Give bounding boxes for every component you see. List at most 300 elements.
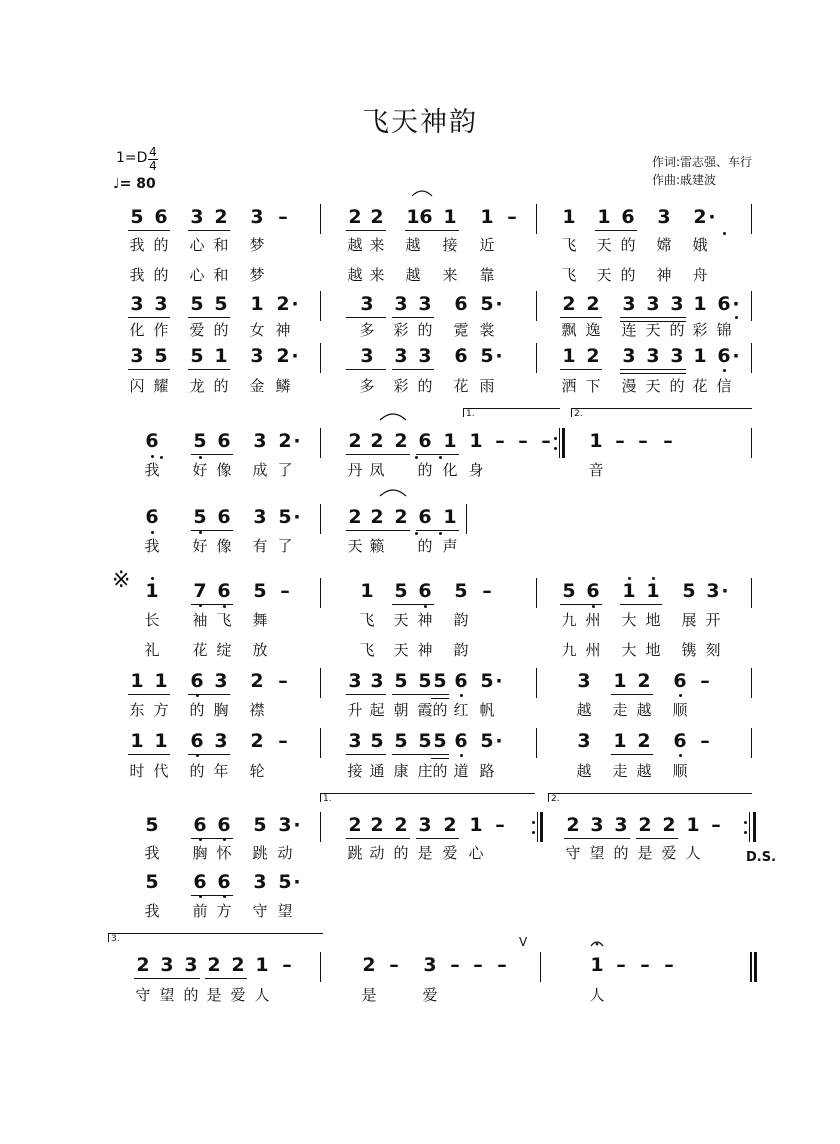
note: 5 xyxy=(433,730,447,752)
note: 1 xyxy=(693,293,707,315)
slur-mark xyxy=(380,490,406,496)
note: – xyxy=(450,954,460,976)
repeat-dot xyxy=(532,831,535,834)
note: 2 xyxy=(586,293,600,315)
beam-line xyxy=(595,230,637,231)
note: 2 xyxy=(276,345,290,367)
beam-line xyxy=(560,369,602,370)
beam-line xyxy=(392,694,449,695)
note: 2 xyxy=(370,206,384,228)
lyric-char: 神 xyxy=(417,611,433,629)
lyric-char: 放 xyxy=(252,641,268,659)
lyric-char: 我 xyxy=(144,844,160,862)
lyric-char: 的 xyxy=(393,844,409,862)
beam-line xyxy=(620,369,686,370)
volta-3-label: 3. xyxy=(111,934,120,944)
note: 3 xyxy=(646,345,660,367)
lyric-char: 来 xyxy=(369,266,385,284)
beam-line xyxy=(188,369,230,370)
barline xyxy=(751,578,752,608)
note: 1 xyxy=(562,206,576,228)
volta-bracket xyxy=(463,408,560,417)
lyric-char: 爱 xyxy=(189,321,205,339)
lyric-char: 像 xyxy=(216,537,232,555)
note: 6 xyxy=(145,506,159,528)
note: 2 xyxy=(394,430,408,452)
octave-dot xyxy=(199,838,202,841)
octave-dot xyxy=(223,895,226,898)
note: · xyxy=(732,293,740,315)
note: 5 xyxy=(370,730,384,752)
note: 2 xyxy=(250,670,264,692)
note: 6 xyxy=(217,506,231,528)
lyric-char: 梦 xyxy=(249,236,265,254)
note: 1 xyxy=(590,954,604,976)
note: 6 xyxy=(673,670,687,692)
lyric-char: 朝 xyxy=(393,701,409,719)
barline xyxy=(751,668,752,698)
volta-bracket xyxy=(320,793,535,802)
beam-line xyxy=(128,754,170,755)
lyric-char: 和 xyxy=(213,266,229,284)
lyric-char: 霓 xyxy=(453,321,469,339)
note: · xyxy=(291,293,299,315)
note: 6 xyxy=(193,814,207,836)
note: 3 xyxy=(250,206,264,228)
lyric-char: 越 xyxy=(347,266,363,284)
note: 1 xyxy=(562,345,576,367)
note: 1 xyxy=(154,670,168,692)
beam-line xyxy=(205,978,247,979)
note: 3 xyxy=(253,430,267,452)
note: · xyxy=(732,345,740,367)
lyric-char: 的 xyxy=(417,321,433,339)
note: 5 xyxy=(480,670,494,692)
beam-line xyxy=(392,317,434,318)
note: 2 xyxy=(278,430,292,452)
note: 6 xyxy=(217,580,231,602)
lyric-char: 洒 xyxy=(561,377,577,395)
note: 6 xyxy=(717,293,731,315)
octave-dot xyxy=(652,577,655,580)
note: 6 xyxy=(217,814,231,836)
note: 2 xyxy=(207,954,221,976)
lyric-char: 的 xyxy=(620,266,636,284)
lyric-char: 天 xyxy=(596,266,612,284)
note: 3 xyxy=(253,871,267,893)
ds-mark: D.S. xyxy=(746,850,777,865)
note: 3 xyxy=(360,293,374,315)
octave-dot xyxy=(151,455,154,458)
lyric-char: 的 xyxy=(432,762,448,780)
octave-dot xyxy=(151,577,154,580)
note: 1 xyxy=(250,293,264,315)
note: 3 xyxy=(394,293,408,315)
note: – xyxy=(278,670,288,692)
barline xyxy=(751,728,752,758)
note: 3 xyxy=(394,345,408,367)
note: 5 xyxy=(480,730,494,752)
volta-bracket xyxy=(571,408,752,417)
volta-1-label: 1. xyxy=(466,409,475,419)
final-barline-thin xyxy=(750,952,751,982)
lyric-char: 是 xyxy=(206,986,222,1004)
lyric-char: 年 xyxy=(213,762,229,780)
lyric-char: 天 xyxy=(596,236,612,254)
note: 1 xyxy=(443,506,457,528)
note: 6 xyxy=(454,730,468,752)
beam-line xyxy=(346,694,386,695)
lyric-char: 大 xyxy=(621,641,637,659)
note: 5 xyxy=(418,670,432,692)
note: 3 xyxy=(190,206,204,228)
beam-line xyxy=(128,694,170,695)
lyric-char: 信 xyxy=(716,377,732,395)
barline xyxy=(536,728,537,758)
note: 5 xyxy=(253,814,267,836)
beam-line xyxy=(392,604,434,605)
lyric-char: 望 xyxy=(589,844,605,862)
beam-line xyxy=(346,230,386,231)
note: 2 xyxy=(638,814,652,836)
lyric-char: 了 xyxy=(277,537,293,555)
note: 1 xyxy=(130,670,144,692)
note: 1 xyxy=(622,580,636,602)
lyric-char: 舟 xyxy=(692,266,708,284)
note: · xyxy=(293,871,301,893)
lyric-char: 升 xyxy=(347,701,363,719)
note: – xyxy=(495,814,505,836)
note: 3 xyxy=(614,814,628,836)
barline xyxy=(320,952,321,982)
note: 2 xyxy=(443,814,457,836)
note: 6 xyxy=(145,430,159,452)
note: 1 xyxy=(443,430,457,452)
lyric-char: 的 xyxy=(213,377,229,395)
barline xyxy=(320,204,321,234)
repeat-dot xyxy=(532,821,535,824)
lyric-char: 飘 xyxy=(561,321,577,339)
lyric-char: 神 xyxy=(275,321,291,339)
lyric-char: 雨 xyxy=(479,377,495,395)
song-title: 飞天神韵 xyxy=(362,107,478,138)
note: 1 xyxy=(406,206,420,228)
lyric-char: 下 xyxy=(585,377,601,395)
octave-dot xyxy=(415,456,418,459)
note: 3 xyxy=(418,345,432,367)
barline xyxy=(536,291,537,321)
octave-dot xyxy=(199,531,202,534)
lyric-char: 人 xyxy=(685,844,701,862)
note: 3 xyxy=(348,730,362,752)
lyric-char: 越 xyxy=(636,701,652,719)
note: 6 xyxy=(418,580,432,602)
repeat-barline xyxy=(562,428,565,458)
barline xyxy=(536,578,537,608)
lyric-char: 好 xyxy=(192,461,208,479)
lyric-char: 是 xyxy=(637,844,653,862)
note: 3 xyxy=(577,670,591,692)
beam-line xyxy=(346,454,410,455)
note: 6 xyxy=(154,206,168,228)
lyric-char: 爱 xyxy=(442,844,458,862)
lyric-char: 丹 xyxy=(347,461,363,479)
note: · xyxy=(495,293,503,315)
note: 1 xyxy=(214,345,228,367)
note: 5 xyxy=(190,293,204,315)
lyric-char: 展 xyxy=(681,611,697,629)
lyric-char: 花 xyxy=(692,377,708,395)
lyric-char: 爱 xyxy=(230,986,246,1004)
note: 1 xyxy=(469,430,483,452)
lyric-char: 州 xyxy=(585,641,601,659)
note: · xyxy=(293,430,301,452)
lyric-char: 化 xyxy=(442,461,458,479)
octave-dot xyxy=(196,754,199,757)
note: – xyxy=(282,954,292,976)
lyric-char: 飞 xyxy=(561,266,577,284)
lyric-char: 守 xyxy=(135,986,151,1004)
lyric-char: 我 xyxy=(144,537,160,555)
lyric-char: 锦 xyxy=(716,321,732,339)
octave-dot xyxy=(223,605,226,608)
note: 5 xyxy=(278,871,292,893)
note: 6 xyxy=(454,670,468,692)
lyric-char: 彩 xyxy=(393,377,409,395)
lyric-char: 心 xyxy=(189,266,205,284)
note: 3 xyxy=(418,814,432,836)
lyric-char: 作 xyxy=(153,321,169,339)
barline xyxy=(466,504,467,534)
lyric-char: 化 xyxy=(129,321,145,339)
lyric-char: 的 xyxy=(432,701,448,719)
note: 5 xyxy=(433,670,447,692)
lyric-char: 鳞 xyxy=(275,377,291,395)
note: 1 xyxy=(443,206,457,228)
lyric-char: 飞 xyxy=(216,611,232,629)
lyric-char: 飞 xyxy=(359,611,375,629)
note: 1 xyxy=(469,814,483,836)
lyric-char: 的 xyxy=(620,236,636,254)
note: 1 xyxy=(613,730,627,752)
octave-dot xyxy=(592,605,595,608)
lyricist-credit: 作词:雷志强、车行 xyxy=(652,155,753,169)
note: – xyxy=(280,580,290,602)
note: 5 xyxy=(145,814,159,836)
note: 1 xyxy=(154,730,168,752)
lyric-char: 是 xyxy=(417,844,433,862)
lyric-char: 绽 xyxy=(216,641,232,659)
lyric-char: 花 xyxy=(192,641,208,659)
note: 2 xyxy=(370,814,384,836)
note: 5 xyxy=(214,293,228,315)
lyric-char: 多 xyxy=(359,377,375,395)
lyric-char: 声 xyxy=(442,537,458,555)
note: – xyxy=(278,206,288,228)
barline xyxy=(320,291,321,321)
note: – xyxy=(389,954,399,976)
beam-line xyxy=(188,694,230,695)
repeat-dot xyxy=(554,437,557,440)
lyric-char: 东 xyxy=(129,701,145,719)
barline xyxy=(751,343,752,373)
volta-2-label: 2. xyxy=(574,409,583,419)
lyric-char: 人 xyxy=(589,986,605,1004)
note: 5 xyxy=(394,670,408,692)
note: 3 xyxy=(590,814,604,836)
lyric-char: 道 xyxy=(453,762,469,780)
lyric-char: 了 xyxy=(277,461,293,479)
note: 2 xyxy=(662,814,676,836)
lyric-char: 地 xyxy=(645,641,661,659)
note: 1 xyxy=(480,206,494,228)
lyric-char: 籁 xyxy=(369,537,385,555)
lyric-char: 天 xyxy=(645,321,661,339)
lyric-char: 来 xyxy=(442,266,458,284)
lyric-char: 接 xyxy=(442,236,458,254)
lyric-char: 红 xyxy=(453,701,469,719)
lyric-char: 顺 xyxy=(672,701,688,719)
note: – xyxy=(638,430,648,452)
lyric-char: 爱 xyxy=(422,986,438,1004)
lyric-char: 接 xyxy=(347,762,363,780)
lyric-char: 越 xyxy=(405,236,421,254)
beam-line xyxy=(620,317,686,318)
note: 3 xyxy=(577,730,591,752)
lyric-char: 的 xyxy=(189,701,205,719)
lyric-char: 顺 xyxy=(672,762,688,780)
note: 3 xyxy=(622,345,636,367)
beam-line xyxy=(346,754,386,755)
lyric-char: 的 xyxy=(613,844,629,862)
note: 2 xyxy=(637,730,651,752)
lyric-char: 天 xyxy=(393,641,409,659)
note: 5 xyxy=(562,580,576,602)
beam-line xyxy=(191,838,233,839)
lyric-char: 来 xyxy=(369,236,385,254)
note: 3 xyxy=(360,345,374,367)
octave-dot xyxy=(199,604,202,607)
lyric-char: 天 xyxy=(347,537,363,555)
note: 6 xyxy=(621,206,635,228)
note: 6 xyxy=(673,730,687,752)
lyric-char: 方 xyxy=(216,902,232,920)
lyric-char: 庄 xyxy=(417,762,433,780)
barline xyxy=(320,728,321,758)
lyric-char: 的 xyxy=(189,762,205,780)
lyric-char: 飞 xyxy=(359,641,375,659)
note: – xyxy=(615,430,625,452)
lyric-char: 越 xyxy=(405,266,421,284)
repeat-barline-thin xyxy=(749,812,750,842)
note: – xyxy=(541,430,551,452)
note: 3 xyxy=(250,345,264,367)
lyric-char: 越 xyxy=(347,236,363,254)
lyric-char: 爱 xyxy=(661,844,677,862)
volta-1b-label: 1. xyxy=(323,794,332,804)
note: 1 xyxy=(686,814,700,836)
barline xyxy=(320,668,321,698)
lyric-char: 音 xyxy=(588,461,604,479)
note: 3 xyxy=(670,293,684,315)
note: 2 xyxy=(562,293,576,315)
lyric-char: 路 xyxy=(479,762,495,780)
octave-dot xyxy=(723,369,726,372)
lyric-char: 闪 xyxy=(129,377,145,395)
barline xyxy=(540,952,541,982)
note: 6 xyxy=(217,871,231,893)
lyric-char: 身 xyxy=(468,461,484,479)
note: 5 xyxy=(480,345,494,367)
octave-dot xyxy=(151,531,154,534)
lyric-char: 刻 xyxy=(705,641,721,659)
lyric-char: 有 xyxy=(252,537,268,555)
barline xyxy=(536,204,537,234)
beam-line xyxy=(564,838,630,839)
repeat-dot xyxy=(744,831,747,834)
lyric-char: 走 xyxy=(612,762,628,780)
repeat-dot xyxy=(744,821,747,824)
lyric-char: 和 xyxy=(213,236,229,254)
beam-line xyxy=(636,838,678,839)
beam-line xyxy=(346,317,386,318)
note: · xyxy=(495,730,503,752)
beam-line xyxy=(128,317,170,318)
volta-2b-label: 2. xyxy=(551,794,560,804)
lyric-char: 好 xyxy=(192,537,208,555)
tempo-marking: ♩= 80 xyxy=(113,176,156,192)
lyric-char: 时 xyxy=(129,762,145,780)
note: 7 xyxy=(193,580,207,602)
lyric-char: 心 xyxy=(189,236,205,254)
note: – xyxy=(507,206,517,228)
note: 6 xyxy=(454,345,468,367)
lyric-char: 起 xyxy=(369,701,385,719)
lyric-char: 女 xyxy=(249,321,265,339)
barline xyxy=(536,343,537,373)
beam-line xyxy=(346,530,410,531)
note: 5 xyxy=(130,206,144,228)
slur-mark xyxy=(380,414,406,420)
note: 5 xyxy=(193,506,207,528)
octave-dot xyxy=(415,532,418,535)
note: 5 xyxy=(154,345,168,367)
lyric-char: 的 xyxy=(417,461,433,479)
note: 2 xyxy=(566,814,580,836)
octave-dot xyxy=(199,895,202,898)
lyric-char: 神 xyxy=(656,266,672,284)
octave-dot xyxy=(679,694,682,697)
octave-dot xyxy=(723,232,726,235)
lyric-char: 娥 xyxy=(692,236,708,254)
beam-line xyxy=(416,530,459,531)
beam-line xyxy=(392,369,434,370)
composer-credit: 作曲:戚建波 xyxy=(652,173,717,187)
octave-dot xyxy=(628,577,631,580)
lyric-char: 胸 xyxy=(192,844,208,862)
note: 5 xyxy=(682,580,696,602)
lyric-char: 动 xyxy=(369,844,385,862)
note: 1 xyxy=(613,670,627,692)
note: 1 xyxy=(693,345,707,367)
lyric-char: 跳 xyxy=(252,844,268,862)
beam-line xyxy=(346,369,386,370)
beam-line xyxy=(191,530,233,531)
fermata-dot xyxy=(596,943,599,946)
lyric-char: 守 xyxy=(252,902,268,920)
lyric-char: 连 xyxy=(621,321,637,339)
beam-line xyxy=(620,604,662,605)
